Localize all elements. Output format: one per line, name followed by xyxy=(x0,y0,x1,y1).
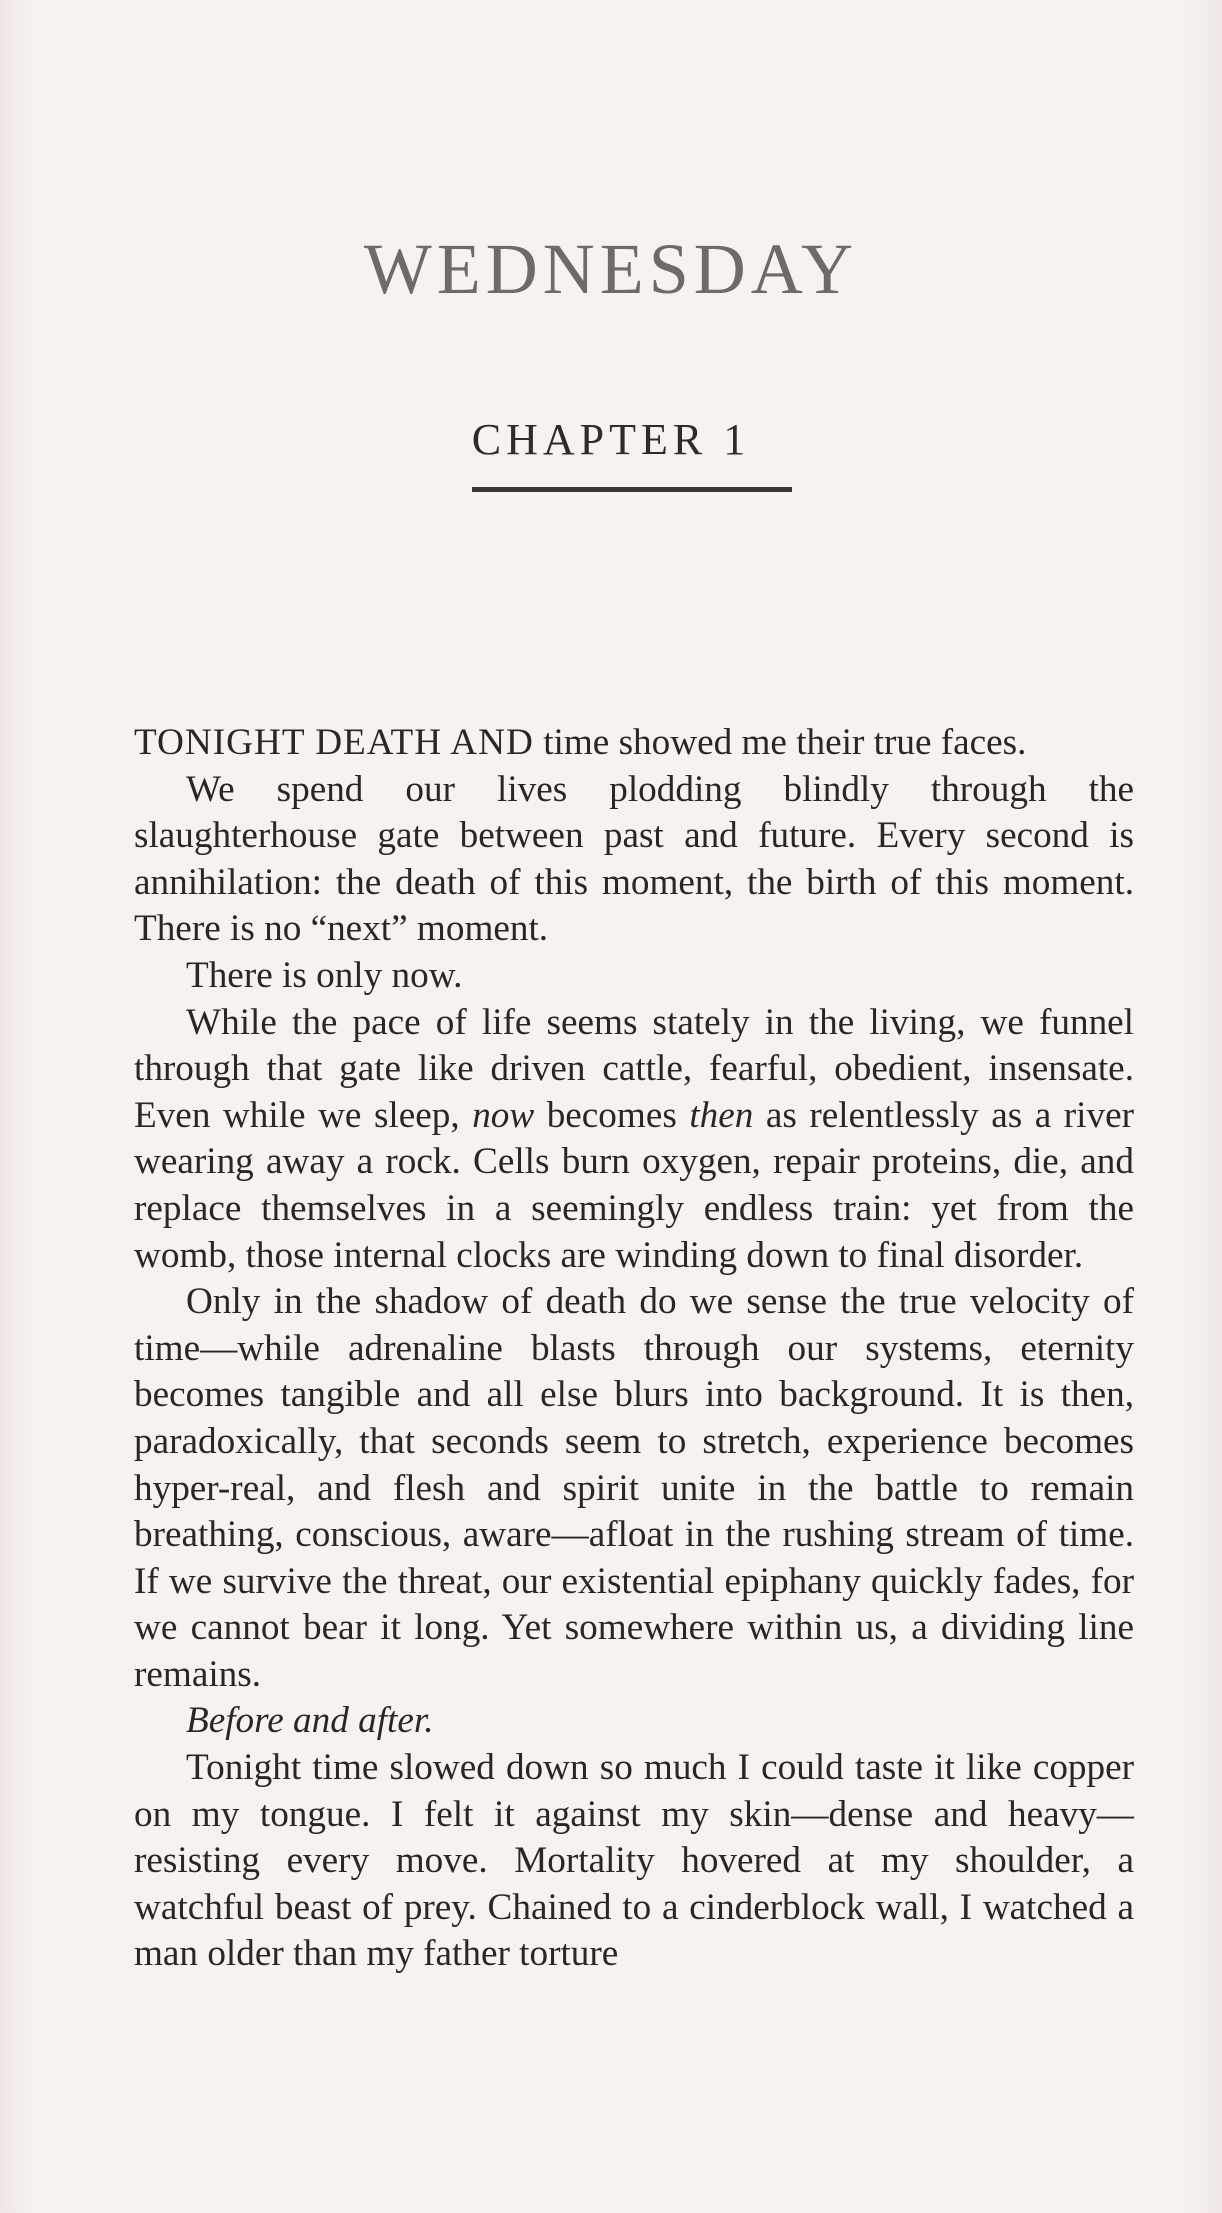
paragraph-4-part-a: While the pace of life seems stately in the living, we funnel through that gate like driven cattle, fearful, obedient, insensate. Even while we sleep, xyxy=(134,1001,1134,1136)
chapter-underline xyxy=(472,487,792,492)
paragraph-4-part-b: becomes xyxy=(534,1094,690,1136)
paragraph-7: Tonight time slowed down so much I could taste it like copper on my tongue. I felt it against my skin—dense and heavy—resisting every move. Mortality hovered at my shoulder, a watchful beast of prey. Chained to a cinderblock wall, I watched a man older than my father torture xyxy=(134,1747,1134,1975)
paragraph-1 xyxy=(134,720,1134,767)
body-text xyxy=(134,720,1134,1978)
italic-then: then xyxy=(689,1094,754,1136)
paragraph-4-part-c: as relentlessly as a river wearing away a rock. Cells burn oxygen, repair proteins, die, and replace themselves in a seemingly endless train: yet from the womb, those internal clocks are winding down to final disorder. xyxy=(134,1094,1134,1276)
paragraph-3: There is only now. xyxy=(186,954,463,996)
paragraph-4 xyxy=(134,1000,1134,1280)
paragraph-5: Only in the shadow of death do we sense the true velocity of time—while adrenaline blasts through our systems, eternity becomes tangible and all else blurs into background. It is then, paradoxically, that seconds seem to stretch, experience becomes hyper-real, and flesh and spirit unite in the battle to remain breathing, conscious, aware—afloat in the rushing stream of time. If we survive the threat, our existential epiphany quickly fades, for we cannot bear it long. Yet somewhere within us, a dividing line remains. xyxy=(134,1281,1134,1695)
paragraph-1-text: time showed me their true faces. xyxy=(533,722,1027,763)
paragraph-6-italic: Before and after. xyxy=(186,1700,434,1742)
part-title: WEDNESDAY xyxy=(363,229,859,309)
opening-small-caps: TONIGHT DEATH AND xyxy=(134,722,534,763)
italic-now: now xyxy=(472,1094,535,1136)
paragraph-2: We spend our lives plodding blindly through the slaughterhouse gate between past and future. Every second is annihilation: the death of this moment, the birth of this moment. There is no “next” moment. xyxy=(134,768,1134,950)
chapter-title: CHAPTER 1 xyxy=(471,415,751,464)
